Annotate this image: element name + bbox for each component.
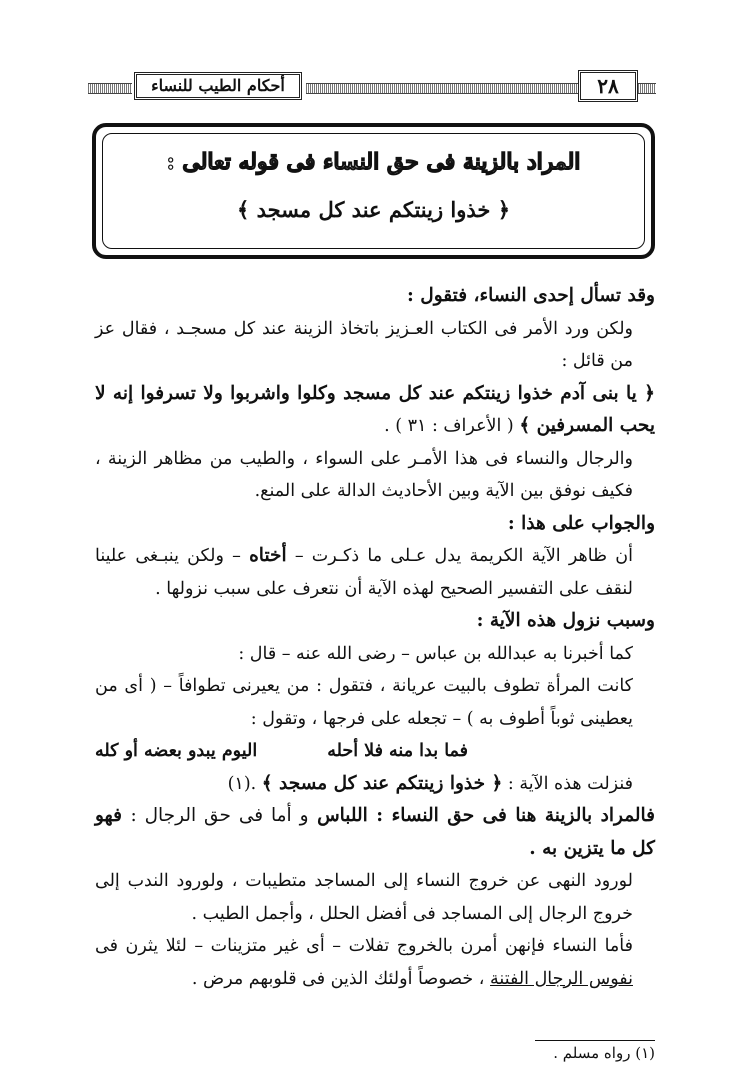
- text-span: كانت المرأة تطوف بالبيت عريانة ، فتقول : من يعيرنى تطوافاً – ( أى من يعطينى ثوباً أطوف به ) –: [95, 676, 633, 729]
- page-number: ٢٨: [578, 70, 638, 102]
- bold-span: أختاه: [249, 545, 287, 566]
- conclusion-paragraph: [95, 800, 655, 865]
- text-span: تجعله على فرجها ، وتقول :: [250, 708, 447, 729]
- header-rule-left: [88, 83, 132, 94]
- question-heading: وقد تسأل إحدى النساء، فتقول :: [407, 285, 655, 306]
- chapter-title-box: [92, 123, 655, 259]
- text-span: فنزلت هذه الآية :: [507, 773, 633, 794]
- section-heading: وسبب نزول هذه الآية :: [476, 610, 655, 631]
- quran-verse-paragraph: [95, 378, 655, 443]
- paragraph: والرجال والنساء فى هذا الأمـر على السواء ، والطيب من مظاهر الزينة ، فكيف نوفق بين الآية وبين الأحاديث الدالة على المنع.: [95, 448, 633, 501]
- verse-reference: ( الأعراف : ٣١ ) .: [384, 416, 514, 436]
- quran-verse: ﴿ يا بنى آدم خذوا زينتكم عند كل مسجد وكلوا واشربوا ولا تسرفوا إنه لا يحب المسرفين ﴾: [95, 382, 655, 436]
- poem-hemistich-right: اليوم يبدو بعضه أو كله: [95, 741, 258, 761]
- footnote-rule: [535, 1040, 655, 1041]
- footnote: (١) رواه مسلم .: [553, 1044, 655, 1062]
- paragraph: [95, 540, 655, 605]
- chapter-verse: ﴿ خذوا زينتكم عند كل مسجد ﴾: [236, 197, 511, 222]
- body-text: [95, 280, 655, 995]
- poem-verse: [95, 735, 655, 768]
- poem-hemistich-left: فما بدا منه فلا أحله: [327, 741, 469, 761]
- text-span: و أما فى حق الرجال :: [130, 805, 309, 826]
- paragraph: [95, 768, 655, 801]
- page-header: [88, 70, 660, 106]
- paragraph: [95, 670, 655, 735]
- text-span: ، خصوصاً أولئك الذين فى قلوبهم مرض .: [191, 968, 485, 989]
- answer-heading: والجواب على هذا :: [507, 512, 655, 534]
- footnote-marker: .(١): [227, 773, 257, 794]
- paragraph: لورود النهى عن خروج النساء إلى المساجد متطيبات ، ولورود الندب إلى خروج الرجال إلى المساجد فى أفضل الحلل ، وأجمل الطيب .: [95, 871, 633, 924]
- text-span: أن ظاهر الآية الكريمة يدل عـلى ما ذكـرت –: [294, 546, 633, 566]
- text-span: – ولكن ينبـغى علينا لنقف على التفسير الصحيح لهذه الآية أن نتعرف على سبب نزولها .: [95, 546, 633, 599]
- underlined-span: نفوس الرجال الفتنة: [490, 968, 633, 989]
- paragraph: كما أخبرنا به عبدالله بن عباس – رضى الله عنه – قال :: [238, 643, 633, 664]
- chapter-title: المراد بالزينة فى حق النساء فى قوله تعالى :: [166, 149, 581, 175]
- bold-span: فهو كل ما يتزين به .: [95, 805, 655, 859]
- bold-span: ﴿ خذوا زينتكم عند كل مسجد ﴾: [261, 772, 503, 794]
- bold-span: فالمراد بالزينة هنا فى حق النساء :: [376, 805, 656, 826]
- paragraph: [95, 930, 655, 995]
- bold-span: اللباس: [317, 805, 368, 826]
- text-span: فأما النساء فإنهن أمرن بالخروج تفلات – أى غير متزينات – لئلا يثرن فى: [95, 936, 633, 956]
- paragraph: ولكن ورد الأمر فى الكتاب العـزيز باتخاذ الزينة عند كل مسجـد ، فقال عز من قائل :: [95, 318, 633, 371]
- book-title: أحكام الطيب للنساء: [134, 72, 302, 100]
